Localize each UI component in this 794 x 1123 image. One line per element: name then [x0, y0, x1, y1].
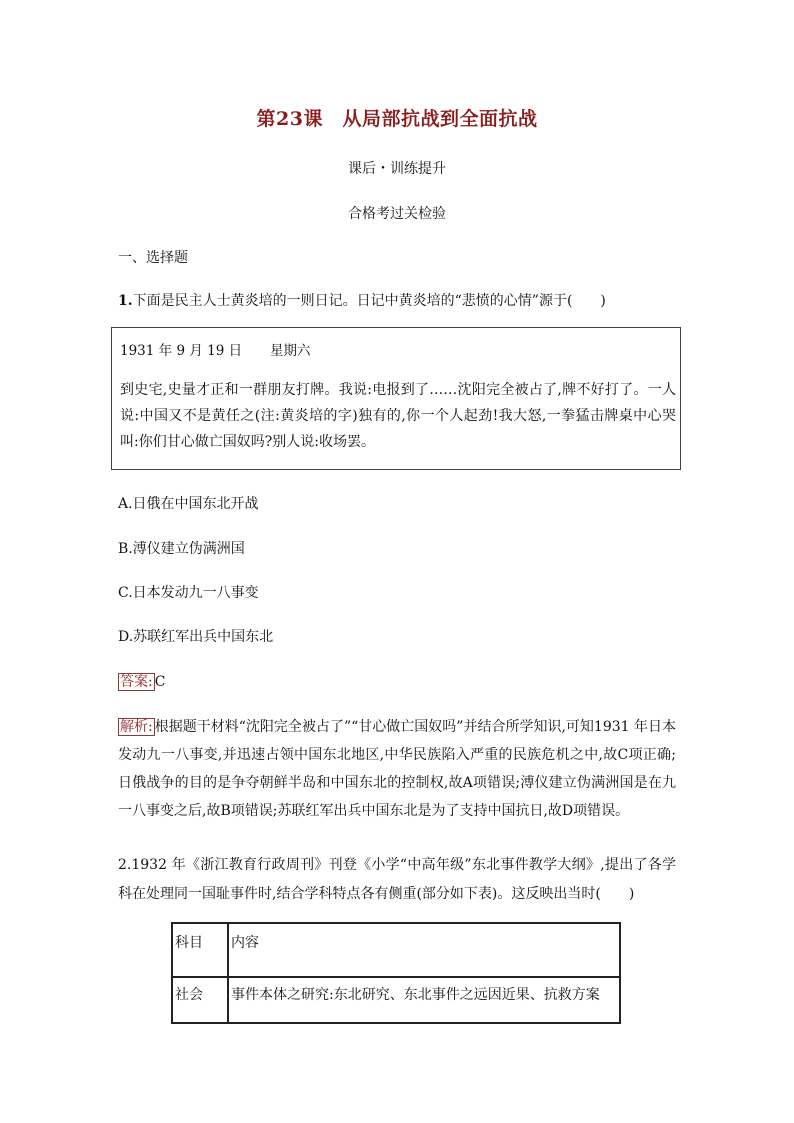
table-header-content: 内容	[228, 923, 620, 977]
subtitle-qualification: 合格考过关检验	[348, 206, 446, 222]
option-d: D.苏联红军出兵中国东北	[118, 629, 274, 645]
question-1-number: 1.	[118, 293, 133, 309]
explanation-label: 解析:	[120, 719, 153, 735]
section-heading: 一、选择题	[118, 250, 188, 266]
diary-weekday: 星期六	[270, 343, 311, 359]
option-c: C.日本发动九一八事变	[118, 585, 259, 601]
answer-line	[118, 671, 165, 691]
diary-date: 1931 年 9 月 19 日	[120, 343, 243, 359]
table-header-subject: 科目	[172, 923, 228, 977]
table-row	[172, 977, 620, 1023]
answer-value: C	[154, 674, 166, 690]
subject-content-table	[171, 922, 621, 1024]
option-b: B.溥仪建立伪满洲国	[118, 541, 245, 557]
explanation-paragraph	[118, 713, 676, 825]
subtitle-after-class: 课后・训练提升	[348, 161, 446, 177]
table-header-row	[172, 923, 620, 977]
explanation-text: 根据题干材料“沈阳完全被占了”“甘心做亡国奴吗”并结合所学知识,可知1931 年日本发动九一八事变,并迅速占领中国东北地区,中华民族陷入严重的民族危机之中,故C项正确;日俄战争的目的是争夺朝鲜半岛和中国东北的控制权,故A项错误;溥仪建立伪满洲国是在九一八事变之后,故B项错误;苏联红军出兵中国东北是为了支持中国抗日,故D项错误。	[118, 719, 677, 819]
question-2-text: 2.1932 年《浙江教育行政周刊》刊登《小学“中高年级”东北事件教学大纲》,提出了各学科在处理同一国耻事件时,结合学科特点各有侧重(部分如下表)。这反映出当时( )	[118, 857, 676, 902]
table-cell-content: 事件本体之研究:东北研究、东北事件之远因近果、抗救方案	[228, 977, 620, 1023]
diary-material-box	[111, 327, 681, 470]
question-1-text: 下面是民主人士黄炎培的一则日记。日记中黄炎培的“悲愤的心情”源于( )	[132, 293, 606, 309]
answer-label: 答案:	[120, 674, 153, 690]
option-a: A.日俄在中国东北开战	[118, 496, 259, 512]
question-1-stem	[118, 290, 606, 310]
diary-text: 到史宅,史量才正和一群朋友打牌。我说:电报到了……沈阳完全被占了,牌不好打了。一人说:中国又不是黄任之(注:黄炎培的字)独有的,你一个人起劲!我大怒,一拳猛击牌桌中心哭叫:你们甘心做亡国奴吗?别人说:收场罢。	[120, 382, 676, 450]
table-cell-subject: 社会	[172, 977, 228, 1023]
lesson-title: 第23课 从局部抗战到全面抗战	[256, 108, 538, 130]
